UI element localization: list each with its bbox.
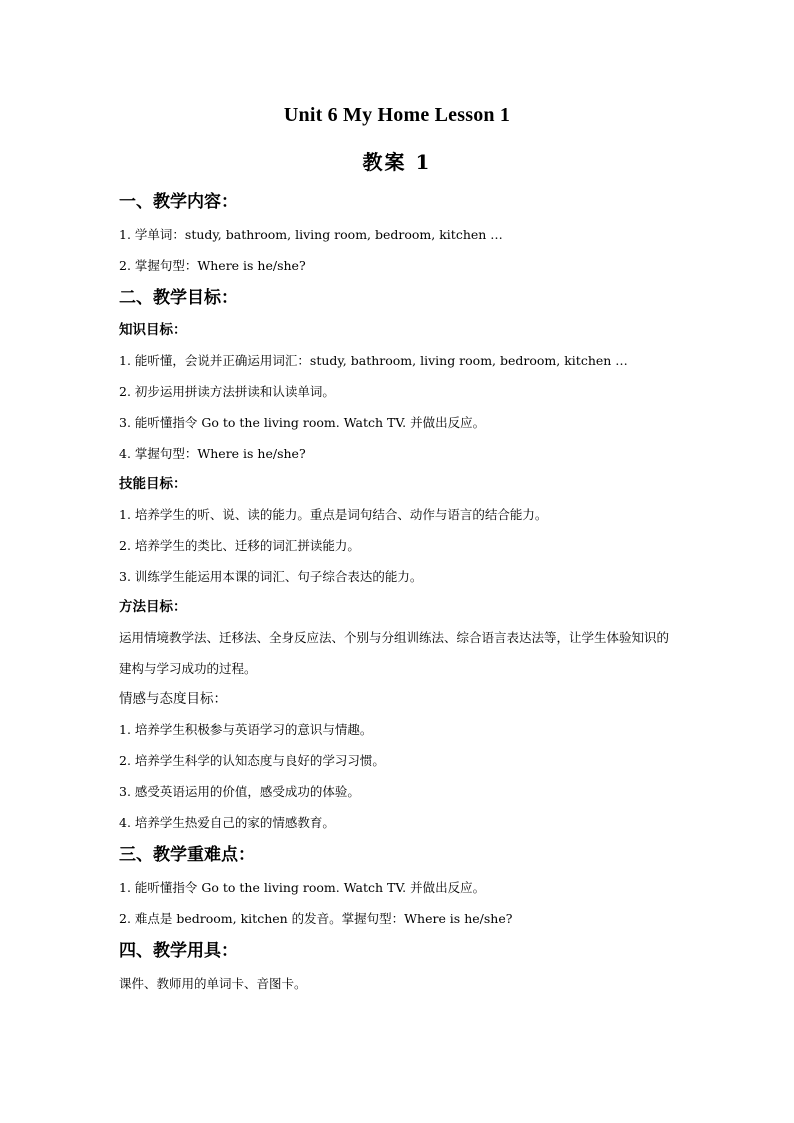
skill-item-2: 2. 培养学生的类比、迁移的词汇拼读能力。 <box>119 538 360 553</box>
knowledge-item-4: 4. 掌握句型：Where is he/she? <box>119 446 306 461</box>
knowledge-item-1: 1. 能听懂，会说并正确运用词汇：study, bathroom, living room, bedroom, kitchen … <box>119 353 628 368</box>
emotion-item-2: 2. 培养学生科学的认知态度与良好的学习习惯。 <box>119 753 385 768</box>
document-title: Unit 6 My Home Lesson 1 <box>283 104 511 126</box>
emotion-item-1: 1. 培养学生积极参与英语学习的意识与情趣。 <box>119 722 373 737</box>
section-heading-objectives: 二、教学目标： <box>119 288 238 308</box>
content-item-2: 2. 掌握句型：Where is he/she? <box>119 258 306 273</box>
section-heading-materials: 四、教学用具： <box>119 941 238 961</box>
section-heading-key-points: 三、教学重难点： <box>119 845 255 865</box>
subheading-skill: 技能目标： <box>119 476 187 492</box>
knowledge-item-3: 3. 能听懂指令 Go to the living room. Watch TV. 并做出反应。 <box>119 415 486 430</box>
emotion-item-3: 3. 感受英语运用的价值，感受成功的体验。 <box>119 784 360 799</box>
skill-item-1: 1. 培养学生的听、说、读的能力。重点是词句结合、动作与语言的结合能力。 <box>119 507 548 522</box>
emotion-item-4: 4. 培养学生热爱自己的家的情感教育。 <box>119 815 335 830</box>
method-paragraph: 运用情境教学法、迁移法、全身反应法、个别与分组训练法、综合语言表达法等，让学生体验知识的建构与学习成功的过程。 <box>119 630 670 676</box>
key-point-item-1: 1. 能听懂指令 Go to the living room. Watch TV. 并做出反应。 <box>119 880 486 895</box>
knowledge-item-2: 2. 初步运用拼读方法拼读和认读单词。 <box>119 384 335 399</box>
subheading-knowledge: 知识目标： <box>119 322 187 338</box>
section-heading-content: 一、教学内容： <box>119 192 238 212</box>
document-body <box>119 185 679 999</box>
materials-text: 课件、教师用的单词卡、音图卡。 <box>119 976 307 991</box>
key-point-item-2: 2. 难点是 bedroom, kitchen 的发音。掌握句型：Where is he/she? <box>119 911 513 926</box>
document-subtitle: 教案 1 <box>362 150 432 174</box>
content-item-1: 1. 学单词：study, bathroom, living room, bedroom, kitchen … <box>119 227 503 242</box>
subheading-emotion: 情感与态度目标： <box>119 691 227 707</box>
subheading-method: 方法目标： <box>119 599 187 615</box>
skill-item-3: 3. 训练学生能运用本课的词汇、句子综合表达的能力。 <box>119 569 423 584</box>
